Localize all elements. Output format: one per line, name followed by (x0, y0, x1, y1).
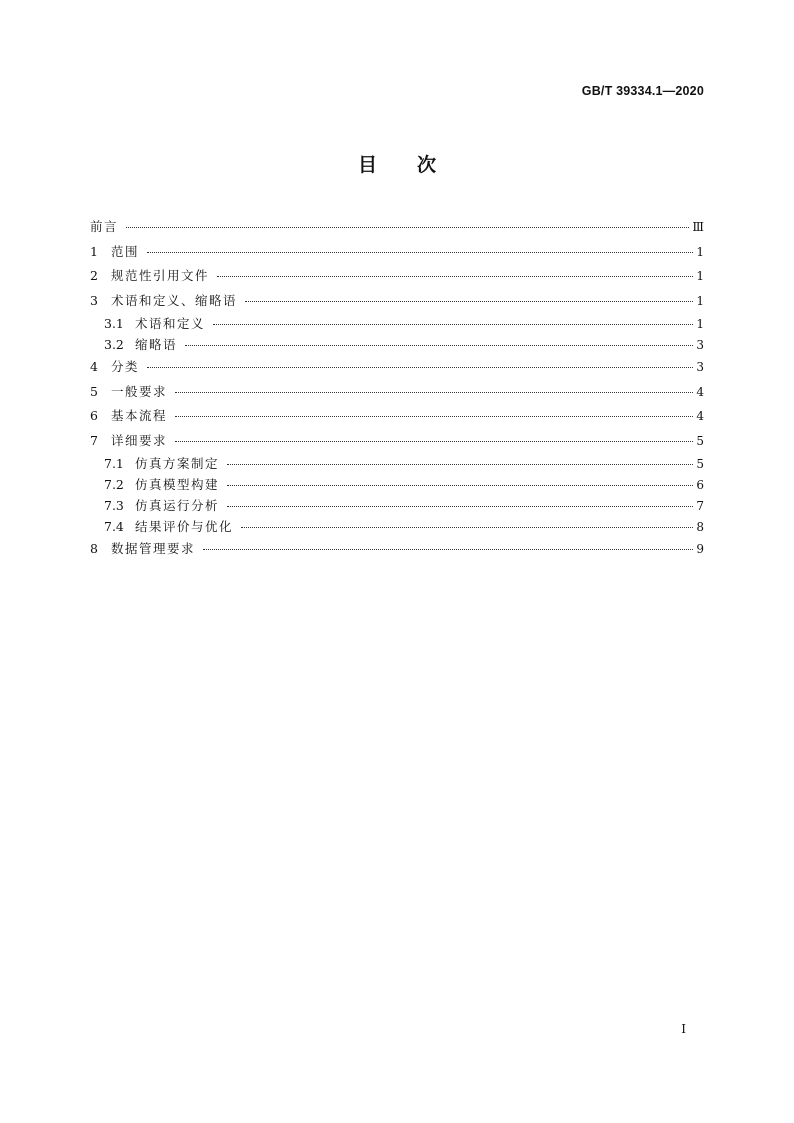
toc-leader-dots (203, 548, 693, 550)
toc-entry-label: 缩略语 (135, 337, 178, 352)
toc-entry-1[interactable] (90, 240, 704, 265)
toc-entry-2[interactable] (90, 264, 704, 289)
toc-entry-number: 3 (90, 292, 98, 308)
toc-entry-label: 范围 (111, 243, 140, 259)
toc-entry-3-2[interactable] (90, 334, 704, 355)
toc-entry-number: 7.2 (104, 477, 124, 492)
toc-entry-page: 6 (696, 478, 704, 492)
toc-entry-page: 5 (696, 457, 704, 471)
toc-entry-5[interactable] (90, 380, 704, 405)
toc-entry-page: 1 (696, 293, 704, 308)
toc-entry-number: 5 (90, 383, 98, 399)
toc-leader-dots (241, 526, 693, 528)
toc-entry-7-4[interactable] (90, 516, 704, 537)
toc-entry-label: 一般要求 (111, 383, 168, 399)
toc-entry-preface[interactable] (90, 215, 704, 240)
toc-entry-3-1[interactable] (90, 313, 704, 334)
toc-entry-page: 5 (696, 433, 704, 448)
toc-entry-7-2[interactable] (90, 474, 704, 495)
toc-entry-label: 前言 (90, 219, 119, 234)
toc-leader-dots (217, 275, 693, 277)
toc-entry-label: 仿真方案制定 (135, 456, 220, 471)
toc-leader-dots (185, 344, 693, 346)
toc-entry-label: 分类 (111, 359, 140, 374)
toc-entry-7-3[interactable] (90, 495, 704, 516)
toc-entry-label: 数据管理要求 (111, 541, 196, 556)
page-title: 目次 (357, 154, 476, 176)
toc-entry-number: 2 (90, 268, 98, 283)
toc-entry-page: 9 (696, 542, 704, 556)
toc-entry-label: 基本流程 (111, 408, 168, 423)
toc-entry-number: 8 (90, 541, 98, 556)
toc-entry-page: 8 (696, 520, 704, 534)
toc-entry-number: 7.3 (104, 498, 124, 513)
toc-entry-number: 1 (90, 243, 98, 259)
toc-leader-dots (213, 323, 693, 325)
toc-leader-dots (227, 463, 693, 465)
toc-entry-label: 详细要求 (111, 432, 168, 448)
toc-entry-label: 仿真运行分析 (135, 498, 220, 513)
toc-entry-page: 4 (696, 384, 704, 399)
toc-leader-dots (227, 484, 693, 486)
toc-entry-label: 规范性引用文件 (111, 268, 210, 283)
toc-entry-label: 术语和定义、缩略语 (111, 292, 238, 308)
toc-entry-label: 术语和定义 (135, 316, 206, 331)
toc-entry-number: 3.2 (104, 337, 124, 352)
document-code: GB/T 39334.1—2020 (581, 84, 704, 98)
toc-entry-page: 4 (696, 409, 704, 423)
toc-entry-7-1[interactable] (90, 453, 704, 474)
table-of-contents (90, 215, 704, 562)
toc-entry-page: 3 (696, 338, 704, 352)
toc-entry-number: 7.4 (104, 519, 124, 534)
toc-entry-page: 1 (696, 269, 704, 283)
toc-entry-page: 1 (696, 244, 704, 259)
toc-leader-dots (147, 251, 693, 253)
toc-entry-3[interactable] (90, 289, 704, 314)
toc-entry-number: 4 (90, 359, 98, 374)
toc-leader-dots (245, 300, 693, 302)
toc-entry-number: 7.1 (104, 456, 124, 471)
toc-entry-8[interactable] (90, 537, 704, 562)
toc-entry-4[interactable] (90, 355, 704, 380)
toc-leader-dots (175, 440, 693, 442)
toc-entry-page: 3 (696, 360, 704, 374)
toc-leader-dots (126, 226, 689, 228)
page-number: I (681, 1022, 686, 1036)
toc-entry-page: 1 (696, 317, 704, 331)
toc-entry-7[interactable] (90, 429, 704, 454)
toc-entry-label: 仿真模型构建 (135, 477, 220, 492)
toc-entry-page: 7 (696, 499, 704, 513)
toc-leader-dots (227, 505, 693, 507)
toc-entry-number: 3.1 (104, 316, 124, 331)
toc-leader-dots (147, 366, 693, 368)
toc-leader-dots (175, 415, 693, 417)
toc-leader-dots (175, 391, 693, 393)
toc-entry-label: 结果评价与优化 (135, 519, 234, 534)
toc-entry-number: 7 (90, 432, 98, 448)
toc-entry-page: Ⅲ (692, 220, 704, 234)
toc-entry-number: 6 (90, 408, 98, 423)
toc-entry-6[interactable] (90, 404, 704, 429)
